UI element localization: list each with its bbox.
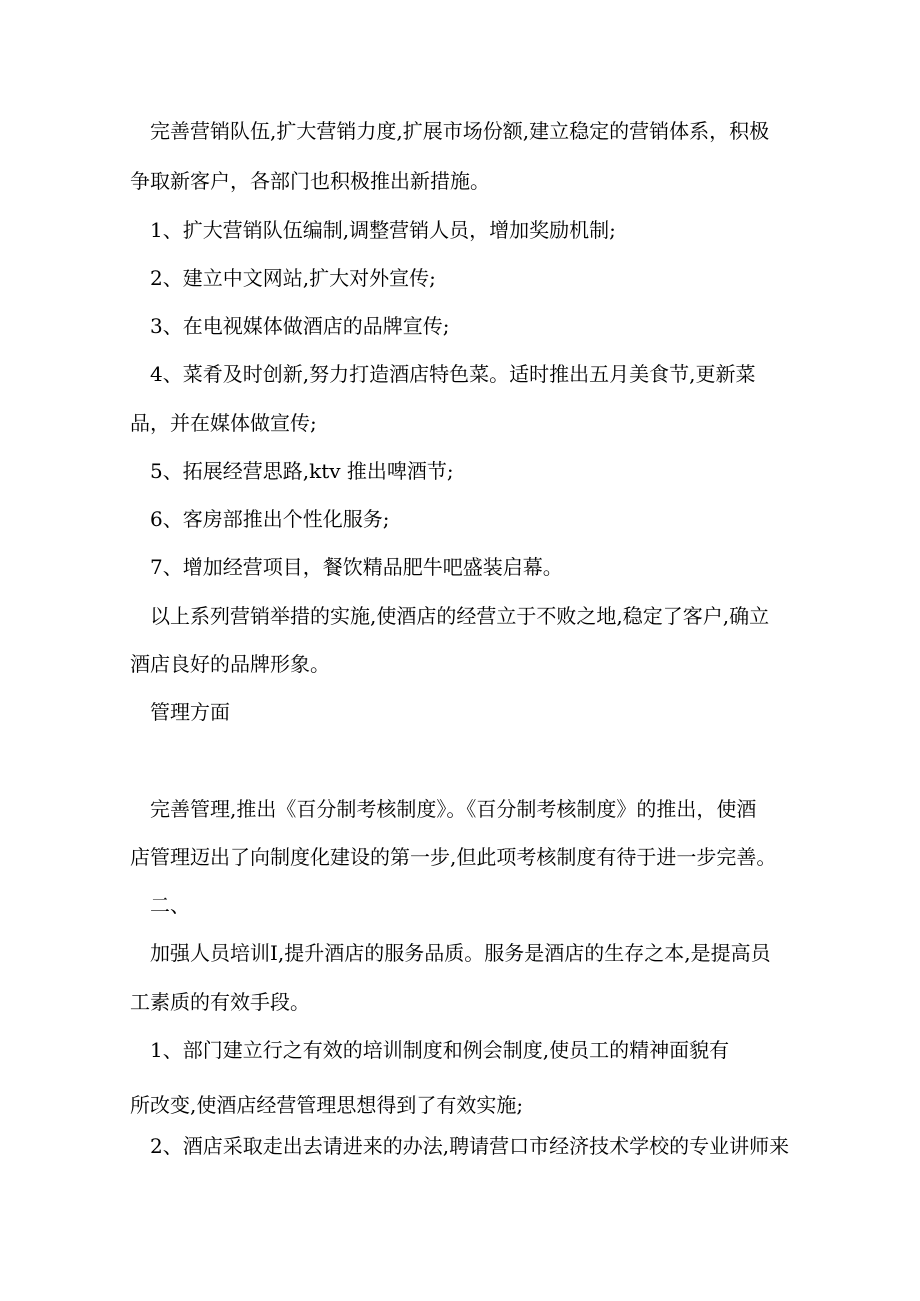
paragraph-line: 店管理迈出了向制度化建设的第一步,但此项考核制度有待于进一步完善。 <box>130 845 777 869</box>
list-item: 2、建立中文网站,扩大对外宣传; <box>150 266 436 290</box>
list-item-continuation: 所改变,使酒店经营管理思想得到了有效实施; <box>130 1093 524 1117</box>
section-heading: 二、 <box>150 893 190 917</box>
list-item: 1、扩大营销队伍编制,调整营销人员，增加奖励机制; <box>150 218 616 242</box>
paragraph-line: 以上系列营销举措的实施,使酒店的经营立于不败之地,稳定了客户,确立 <box>150 604 770 628</box>
list-item: 6、客房部推出个性化服务; <box>150 507 390 531</box>
list-item: 2、酒店采取走出去请进来的办法,聘请营口市经济技术学校的专业讲师来 <box>150 1134 790 1158</box>
paragraph-line: 工素质的有效手段。 <box>130 990 310 1014</box>
paragraph-line: 完善管理,推出《百分制考核制度》。《百分制考核制度》的推出，使酒 <box>150 797 757 821</box>
list-item: 4、菜肴及时创新,努力打造酒店特色菜。适时推出五月美食节,更新菜 <box>150 362 756 386</box>
list-item-continuation: 品，并在媒体做宣传; <box>130 411 317 435</box>
paragraph-line: 酒店良好的品牌形象。 <box>130 652 330 676</box>
paragraph-line: 加强人员培训I,提升酒店的服务品质。服务是酒店的生存之本,是提高员 <box>150 941 771 965</box>
paragraph-line: 争取新客户，各部门也积极推出新措施。 <box>130 169 490 193</box>
list-item: 3、在电视媒体做酒店的品牌宣传; <box>150 314 450 338</box>
list-item: 7、增加经营项目，餐饮精品肥牛吧盛装启幕。 <box>150 555 563 579</box>
list-item: 5、拓展经营思路,ktv 推出啤酒节; <box>150 459 454 483</box>
paragraph-line: 完善营销队伍,扩大营销力度,扩展市场份额,建立稳定的营销体系，积极 <box>150 119 770 143</box>
section-heading: 管理方面 <box>150 700 230 724</box>
list-item: 1、部门建立行之有效的培训制度和例会制度,使员工的精神面貌有 <box>150 1038 730 1062</box>
